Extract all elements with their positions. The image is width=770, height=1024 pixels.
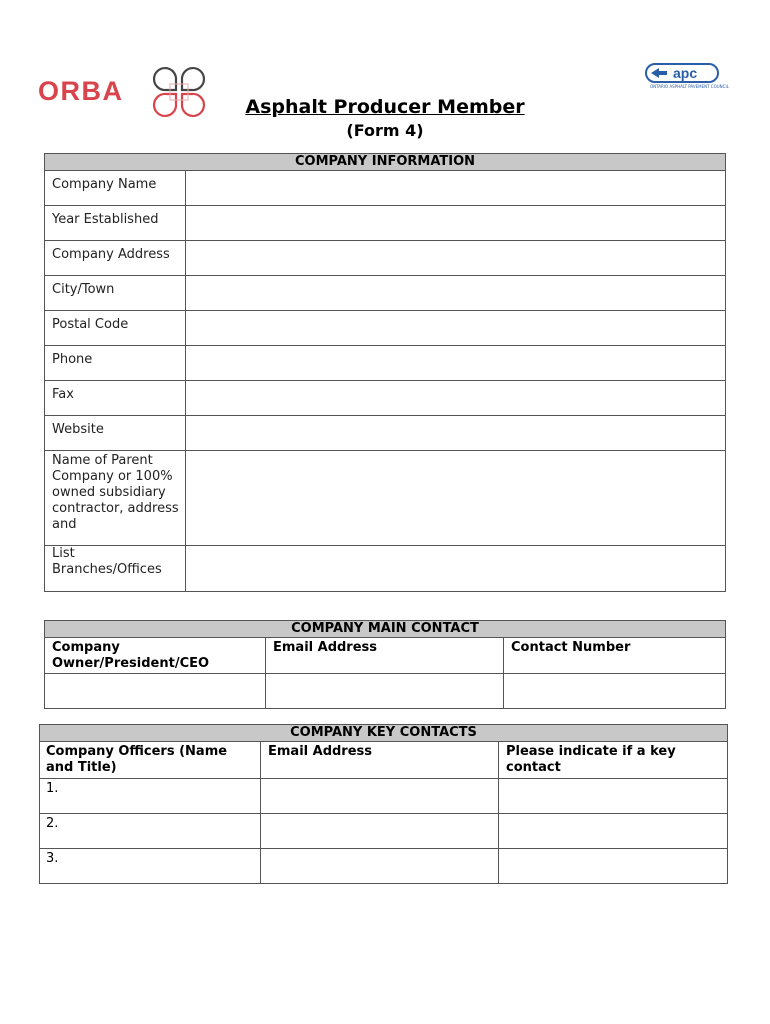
company-name-label: Company Name: [45, 171, 186, 206]
page-subtitle: (Form 4): [346, 121, 424, 140]
email-column-header: Email Address: [266, 638, 504, 674]
year-established-field[interactable]: [186, 206, 726, 241]
table-row: [40, 814, 728, 849]
page-title: [0, 96, 770, 118]
owner-contact-number-field[interactable]: [504, 674, 726, 709]
company-information-heading: COMPANY INFORMATION: [45, 154, 726, 171]
fax-label: Fax: [45, 381, 186, 416]
key-email-column-header: Email Address: [261, 742, 499, 779]
website-label: Website: [45, 416, 186, 451]
branches-offices-field[interactable]: [186, 546, 726, 592]
page-title-text: Asphalt Producer Member: [245, 96, 525, 118]
officer-email-field-1[interactable]: [261, 779, 499, 814]
main-contact-heading: COMPANY MAIN CONTACT: [45, 621, 726, 638]
key-contact-indicator-field-2[interactable]: [499, 814, 728, 849]
phone-label: Phone: [45, 346, 186, 381]
year-established-label: Year Established: [45, 206, 186, 241]
postal-code-field[interactable]: [186, 311, 726, 346]
officer-email-field-3[interactable]: [261, 849, 499, 884]
city-town-field[interactable]: [186, 276, 726, 311]
officer-field-3[interactable]: 3.: [40, 849, 261, 884]
orba-logo-text: ORBA: [38, 76, 124, 106]
apc-logo-text: apc: [673, 65, 698, 81]
officer-field-1[interactable]: 1.: [40, 779, 261, 814]
officer-email-field-2[interactable]: [261, 814, 499, 849]
owner-email-field[interactable]: [266, 674, 504, 709]
branches-offices-label: List Branches/Offices: [45, 546, 186, 592]
parent-company-cell: [45, 451, 186, 546]
website-field[interactable]: [186, 416, 726, 451]
key-contact-indicator-field-1[interactable]: [499, 779, 728, 814]
owner-column-header: Company Owner/President/CEO: [45, 638, 266, 674]
apc-tagline: ONTARIO ASPHALT PAVEMENT COUNCIL: [650, 84, 729, 89]
key-contact-indicator-column-header: Please indicate if a key contact: [499, 742, 728, 779]
city-town-label: City/Town: [45, 276, 186, 311]
officers-column-header: Company Officers (Name and Title): [40, 742, 261, 779]
owner-field[interactable]: [45, 674, 266, 709]
officer-field-2[interactable]: 2.: [40, 814, 261, 849]
table-row: [40, 779, 728, 814]
key-contacts-table: [39, 724, 728, 884]
table-row: [40, 849, 728, 884]
parent-company-label: Name of Parent Company or 100% owned subsidiary contractor, address and: [52, 453, 179, 532]
main-contact-table: [44, 620, 726, 709]
key-contacts-heading: COMPANY KEY CONTACTS: [40, 725, 728, 742]
company-address-label: Company Address: [45, 241, 186, 276]
company-address-field[interactable]: [186, 241, 726, 276]
fax-field[interactable]: [186, 381, 726, 416]
parent-company-field[interactable]: [186, 451, 726, 546]
key-contact-indicator-field-3[interactable]: [499, 849, 728, 884]
postal-code-label: Postal Code: [45, 311, 186, 346]
contact-number-column-header: Contact Number: [504, 638, 726, 674]
company-name-field[interactable]: [186, 171, 726, 206]
phone-field[interactable]: [186, 346, 726, 381]
company-information-table: [44, 153, 726, 592]
